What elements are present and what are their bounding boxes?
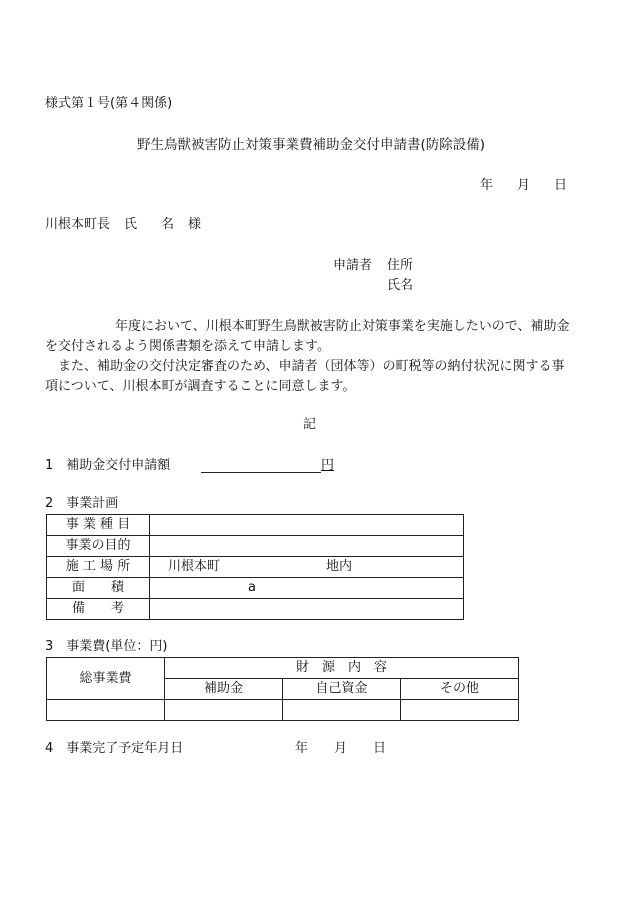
- table-row: [47, 599, 464, 620]
- date-day: 日: [554, 178, 568, 193]
- applicant-label: 申請者: [333, 258, 373, 273]
- completion-date: [295, 741, 386, 757]
- addressee-mei: 名: [161, 217, 175, 232]
- applicant-address: 住所: [387, 258, 414, 273]
- ki-heading: 記: [303, 417, 317, 432]
- construction-site-cell[interactable]: [150, 557, 464, 578]
- business-type-cell[interactable]: [150, 515, 464, 536]
- completion-month: 月: [334, 741, 348, 756]
- area-unit: a: [248, 580, 256, 595]
- row-label: 備 考: [47, 599, 150, 620]
- addressee-sama: 様: [188, 217, 202, 232]
- date-line: [480, 178, 567, 194]
- area-cell[interactable]: [150, 578, 464, 599]
- paragraph-consent: また、補助金の交付決定審査のため、申請者（団体等）の町税等の納付状況に関する事項について、川根本町が調査することに同意します。: [45, 359, 565, 394]
- site-town: 川根本町: [168, 559, 221, 574]
- amount-field[interactable]: [201, 458, 321, 473]
- section4-label: 4 事業完了予定年月日: [45, 741, 184, 756]
- paragraph-request: 年度において、川根本町野生鳥獣被害防止対策事業を実施したいので、補助金を交付されるよう関係書類を添えて申請します。: [45, 319, 570, 354]
- addressee-shi: 氏: [124, 217, 138, 232]
- section3-label: 3 事業費(単位：円): [45, 639, 168, 654]
- addressee-prefix: 川根本町長: [45, 217, 111, 232]
- remarks-cell[interactable]: [150, 599, 464, 620]
- subsidy-header: 補助金: [165, 679, 283, 700]
- form-title: 野生鳥獣被害防止対策事業費補助金交付申請書(防除設備): [137, 137, 486, 153]
- table-row: [47, 557, 464, 578]
- completion-year: 年: [295, 741, 309, 756]
- total-cost-header: 総事業費: [47, 658, 165, 700]
- completion-day: 日: [373, 741, 387, 756]
- applicant-name: 氏名: [387, 278, 414, 293]
- row-label: 事業の目的: [47, 536, 150, 557]
- form-number: 様式第１号(第４関係): [45, 96, 173, 111]
- site-suffix: 地内: [326, 559, 353, 574]
- business-plan-table: [46, 514, 464, 620]
- own-funds-cell[interactable]: [283, 700, 401, 721]
- section1-label: 1 補助金交付申請額: [45, 458, 171, 473]
- date-month: 月: [517, 178, 531, 193]
- amount-unit: 円: [321, 458, 335, 473]
- section2-label: 2 事業計画: [45, 496, 119, 511]
- other-header: その他: [401, 679, 519, 700]
- table-row: [47, 578, 464, 599]
- budget-table: [46, 657, 519, 721]
- table-row: [47, 700, 519, 721]
- subsidy-cell[interactable]: [165, 700, 283, 721]
- row-label: 施 工 場 所: [47, 557, 150, 578]
- table-row: [47, 515, 464, 536]
- date-year: 年: [480, 178, 494, 193]
- business-purpose-cell[interactable]: [150, 536, 464, 557]
- other-cell[interactable]: [401, 700, 519, 721]
- total-cost-cell[interactable]: [47, 700, 165, 721]
- table-row: [47, 536, 464, 557]
- funding-source-header: 財 源 内 容: [165, 658, 519, 679]
- own-funds-header: 自己資金: [283, 679, 401, 700]
- table-row: [47, 658, 519, 679]
- row-label: 事 業 種 目: [47, 515, 150, 536]
- row-label: 面 積: [47, 578, 150, 599]
- addressee-line: [45, 217, 201, 233]
